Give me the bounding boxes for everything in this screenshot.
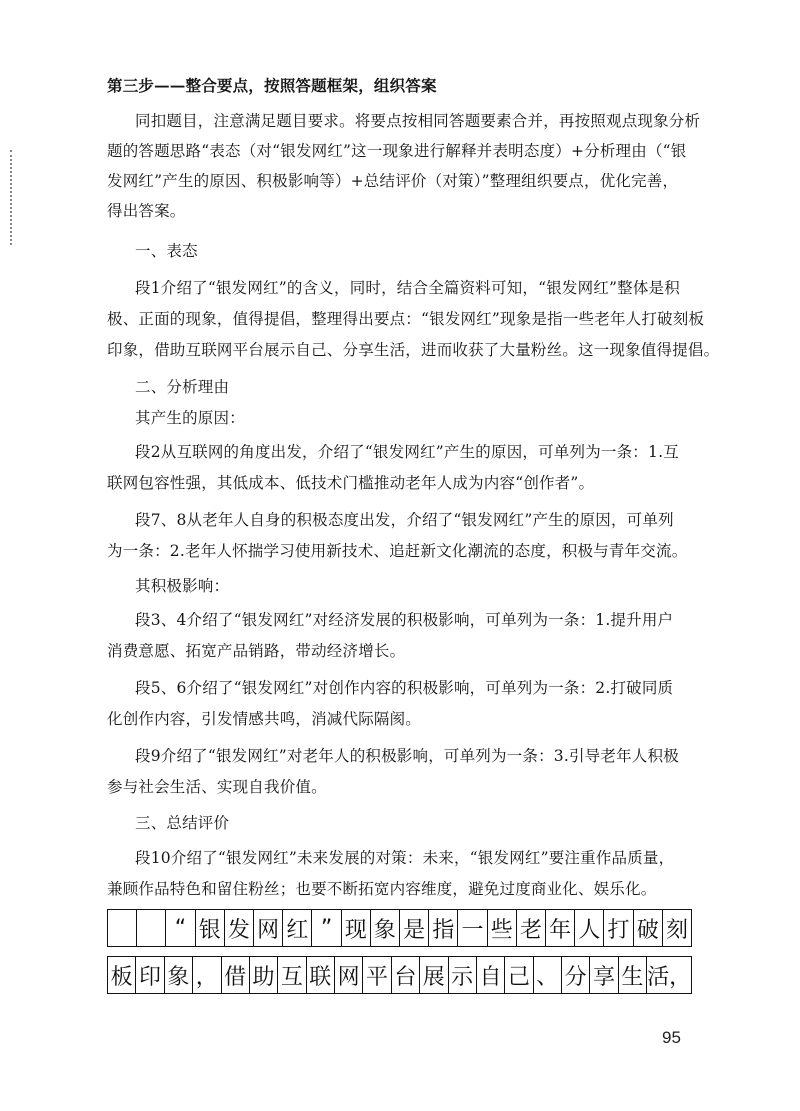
- grid-cell: 是: [400, 910, 429, 946]
- paragraph-line: 段2从互联网的角度出发，介绍了“银发网红”产生的原因，可单列为一条：1.互: [135, 443, 679, 461]
- grid-cell: 些: [488, 910, 517, 946]
- grid-cell: 象: [371, 910, 400, 946]
- grid-cell: 刻: [665, 917, 688, 943]
- grid-cell: 己: [505, 957, 533, 993]
- grid-cell: 打: [604, 910, 633, 946]
- paragraph-line: 段3、4介绍了“银发网红”对经济发展的积极影响，可单列为一条：1.提升用户: [135, 611, 674, 629]
- paragraph-line: 段9介绍了“银发网红”对老年人的积极影响，可单列为一条：3.引导老年人积极: [135, 747, 679, 765]
- grid-cell: 分: [562, 957, 590, 993]
- grid-cell: 一: [458, 910, 487, 946]
- paragraph-line: 联网包容性强，其低成本、低技术门槛推动老年人成为内容“创作者”。: [107, 474, 595, 492]
- grid-cell: 银: [196, 910, 225, 946]
- binding-margin-marks: [10, 150, 14, 245]
- subheading-positive-effects: 其积极影响：: [135, 577, 230, 595]
- paragraph-line: 段5、6介绍了“银发网红”对创作内容的积极影响，可单列为一条：2.打破同质: [135, 679, 674, 697]
- grid-cell: 现: [342, 910, 371, 946]
- subheading-causes: 其产生的原因：: [135, 409, 245, 427]
- grid-cell: 网: [254, 910, 283, 946]
- answer-grid-row-1: [107, 909, 692, 947]
- paragraph-line: 得出答案。: [107, 202, 186, 220]
- paragraph-line: 发网红”产生的原因、积极影响等）+总结评价（对策）”整理组织要点，优化完善，: [107, 172, 679, 190]
- section-heading-reasons: 二、分析理由: [135, 378, 230, 396]
- grid-cell: 年: [546, 910, 575, 946]
- grid-cell: 联: [307, 957, 335, 993]
- grid-cell: 自: [477, 957, 505, 993]
- answer-grid-row-2: [107, 956, 692, 994]
- grid-cell: 人: [575, 910, 604, 946]
- grid-cell: 象: [165, 957, 193, 993]
- grid-cell: 生: [619, 957, 647, 993]
- section-heading-stance: 一、表态: [135, 242, 198, 260]
- grid-cell: 展: [420, 957, 448, 993]
- paragraph-line: 参与社会生活、实现自我价值。: [107, 778, 327, 796]
- paragraph-line: 题的答题思路“表态（对“银发网红”这一现象进行解释并表明态度）+分析理由（“银: [107, 142, 687, 160]
- grid-cell: 享: [590, 957, 618, 993]
- page-number: 95: [662, 1028, 681, 1047]
- grid-cell: ”: [312, 910, 341, 946]
- grid-cell: 红: [283, 910, 312, 946]
- grid-cell: 助: [250, 957, 278, 993]
- grid-cell: 示: [449, 957, 477, 993]
- step-heading: 第三步——整合要点，按照答题框架，组织答案: [107, 76, 437, 95]
- paragraph-line: 段10介绍了“银发网红”未来发展的对策：未来，“银发网红”要注重作品质量，: [135, 849, 675, 867]
- grid-cell: 板: [108, 957, 136, 993]
- grid-cell: 印: [136, 957, 164, 993]
- paragraph-line: 兼顾作品特色和留住粉丝；也要不断拓宽内容维度，避免过度商业化、娱乐化。: [107, 880, 657, 898]
- paragraph-line: 段7、8从老年人自身的积极态度出发，介绍了“银发网红”产生的原因，可单列: [135, 511, 674, 529]
- grid-cell: 互: [278, 957, 306, 993]
- grid-cell: 破: [634, 910, 663, 946]
- section-heading-summary: 三、总结评价: [135, 814, 230, 832]
- grid-cell: 网: [335, 957, 363, 993]
- grid-cell: ，: [193, 957, 221, 993]
- grid-cell: “: [166, 910, 195, 946]
- grid-cell: 、: [534, 957, 562, 993]
- paragraph-line: 极、正面的现象，值得提倡，整理得出要点：“银发网红”现象是指一些老年人打破刻板: [107, 310, 705, 328]
- paragraph-line: 化创作内容，引发情感共鸣，消减代际隔阂。: [107, 710, 422, 728]
- grid-cell: 发: [225, 910, 254, 946]
- grid-cell: 台: [392, 957, 420, 993]
- grid-cell: 活，: [647, 964, 692, 990]
- grid-cell: 借: [222, 957, 250, 993]
- paragraph-line: 印象，借助互联网平台展示自己、分享生活，进而收获了大量粉丝。这一现象值得提倡。: [107, 341, 720, 359]
- paragraph-line: 段1介绍了“银发网红”的含义，同时，结合全篇资料可知，“银发网红”整体是积: [135, 279, 680, 297]
- paragraph-line: 消费意愿、拓宽产品销路，带动经济增长。: [107, 642, 406, 660]
- grid-cell: [137, 910, 166, 946]
- paragraph-line: 为一条：2.老年人怀揣学习使用新技术、追赶新文化潮流的态度，积极与青年交流。: [107, 542, 688, 560]
- grid-cell: 平: [363, 957, 391, 993]
- grid-cell: 指: [429, 910, 458, 946]
- grid-cell: 老: [517, 910, 546, 946]
- grid-cell: [108, 910, 137, 946]
- paragraph-line: 同扣题目，注意满足题目要求。将要点按相同答题要素合并，再按照观点现象分析: [135, 112, 701, 130]
